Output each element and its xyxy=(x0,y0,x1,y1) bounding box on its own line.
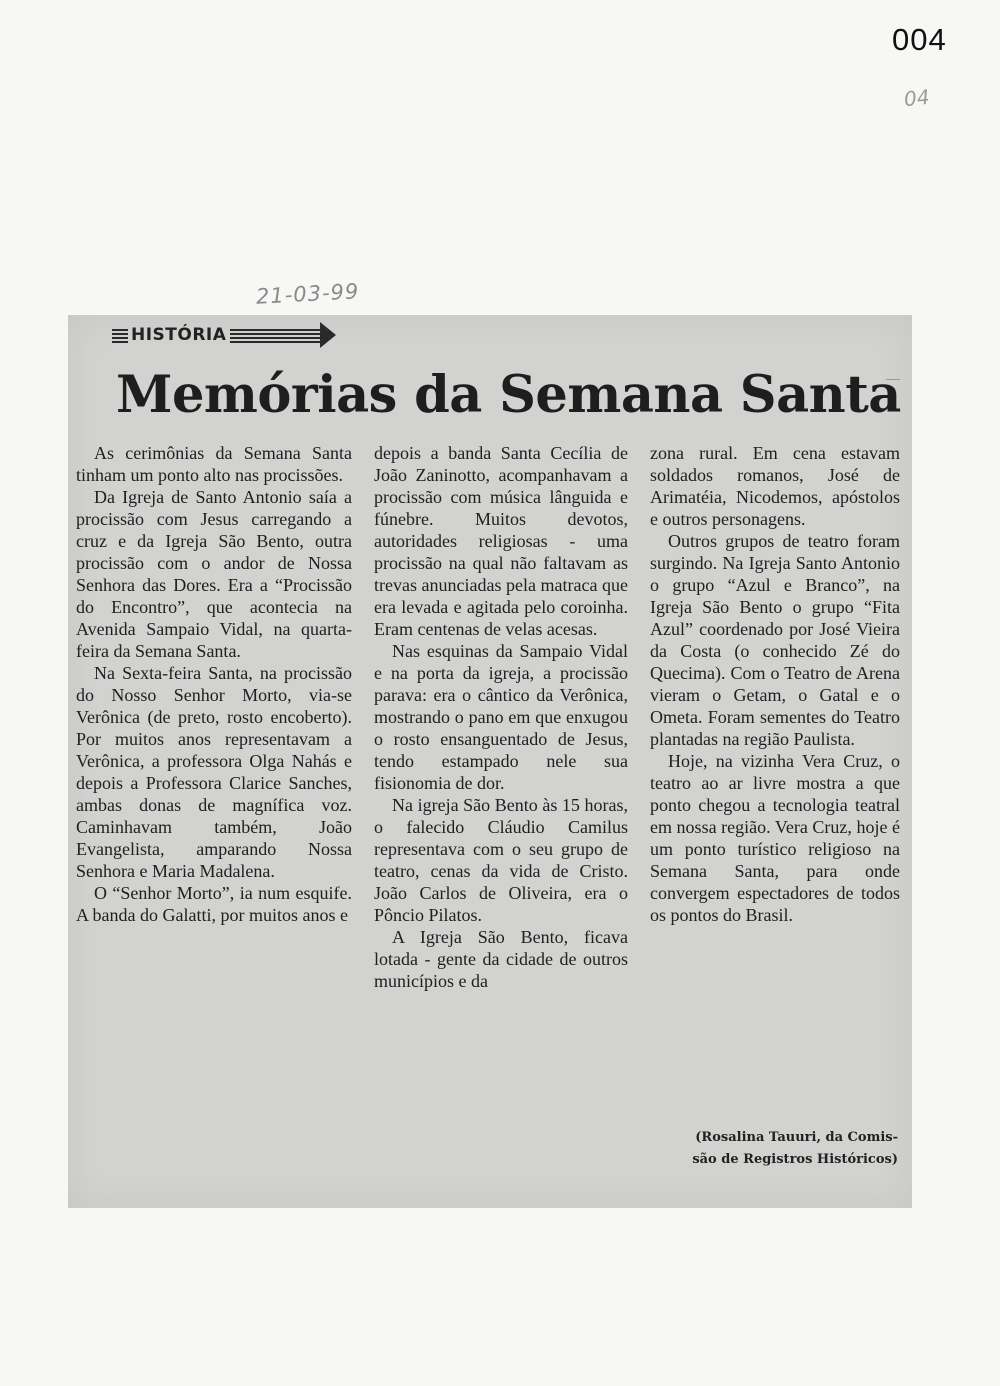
newspaper-clipping xyxy=(68,315,912,1208)
paragraph: zona rural. Em cena estavam soldados romanos, José de Arimatéia, Nicodemos, apóstolos e outros personagens. xyxy=(650,443,900,529)
section-bars-icon xyxy=(112,327,128,343)
paragraph: Hoje, na vizinha Vera Cruz, o teatro ao ar livre mostra a que ponto chegou a tecnologia teatral em nossa região. Vera Cruz, hoje é um ponto turístico religioso na Semana Santa, para onde convergem espectadores de todos os pontos do Brasil. xyxy=(650,751,900,925)
paragraph: Na Sexta-feira Santa, na procissão do Nosso Senhor Morto, via-se Verônica (de preto, rosto encoberto). Por muitos anos representavam a Verônica, a professora Olga Nahás e depois a Professora Clarice Sanches, ambas donas de magnífica voz. Caminhavam também, João Evangelista, amparando Nossa Senhora e Maria Madalena. xyxy=(76,663,352,881)
article-column-1 xyxy=(76,442,352,926)
credit-line: são de Registros Históricos) xyxy=(692,1152,898,1167)
paragraph: Outros grupos de teatro foram surgindo. Na Igreja Santo Antonio o grupo “Azul e Branco”, na Igreja São Bento o grupo “Fita Azul” coordenado por José Vieira da Costa (o conhecido Zé do Quecima). Com o Teatro de Arena vieram o Getam, o Gatal e o Ometa. Foram sementes do Teatro plantadas na região Paulista. xyxy=(650,531,900,749)
paragraph: Da Igreja de Santo Antonio saía a procissão com Jesus carregando a cruz e da Igreja São Bento, outra procissão com o andor de Nossa Senhora das Dores. Era a “Procissão do Encontro”, que acontecia na Avenida Sampaio Vidal, na quarta-feira da Semana Santa. xyxy=(76,487,352,661)
paragraph: A Igreja São Bento, ficava lotada - gente da cidade de outros municípios e da xyxy=(374,927,628,991)
article-column-3 xyxy=(650,442,900,926)
credit-line: (Rosalina Tauuri, da Comis- xyxy=(695,1130,898,1145)
article-column-2 xyxy=(374,442,628,992)
paragraph: As cerimônias da Semana Santa tinham um ponto alto nas procissões. xyxy=(76,443,352,485)
page-number: 004 xyxy=(892,22,947,57)
arrow-right-icon xyxy=(230,327,322,343)
handwritten-page-note: 04 xyxy=(902,84,931,112)
paragraph: depois a banda Santa Cecília de João Zaninotto, acompanhavam a procissão com música lânguida e fúnebre. Muitos devotos, autoridades religiosas - uma procissão na qual não faltavam as trevas anunciadas pela matraca que era levada e agitada pelo coroinha. Eram centenas de velas acesas. xyxy=(374,443,628,639)
handwritten-date: 21-03-99 xyxy=(255,279,360,309)
article-credit xyxy=(650,1127,898,1171)
paragraph: Na igreja São Bento às 15 horas, o falecido Cláudio Camilus representava com o seu grupo de teatro, cenas da vida de Cristo. João Carlos de Oliveira, era o Pôncio Pilatos. xyxy=(374,795,628,925)
paragraph: O “Senhor Morto”, ia num esquife. A banda do Galatti, por muitos anos e xyxy=(76,883,352,925)
paragraph: Nas esquinas da Sampaio Vidal e na porta da igreja, a procissão parava: era o cântico da Verônica, mostrando o pano em que enxugou o rosto ensanguentado de Jesus, tendo estampado nele sua fisionomia de dor. xyxy=(374,641,628,793)
section-tag xyxy=(112,325,322,345)
section-label: HISTÓRIA xyxy=(131,325,227,345)
article-headline: Memórias da Semana Santa xyxy=(116,365,901,425)
